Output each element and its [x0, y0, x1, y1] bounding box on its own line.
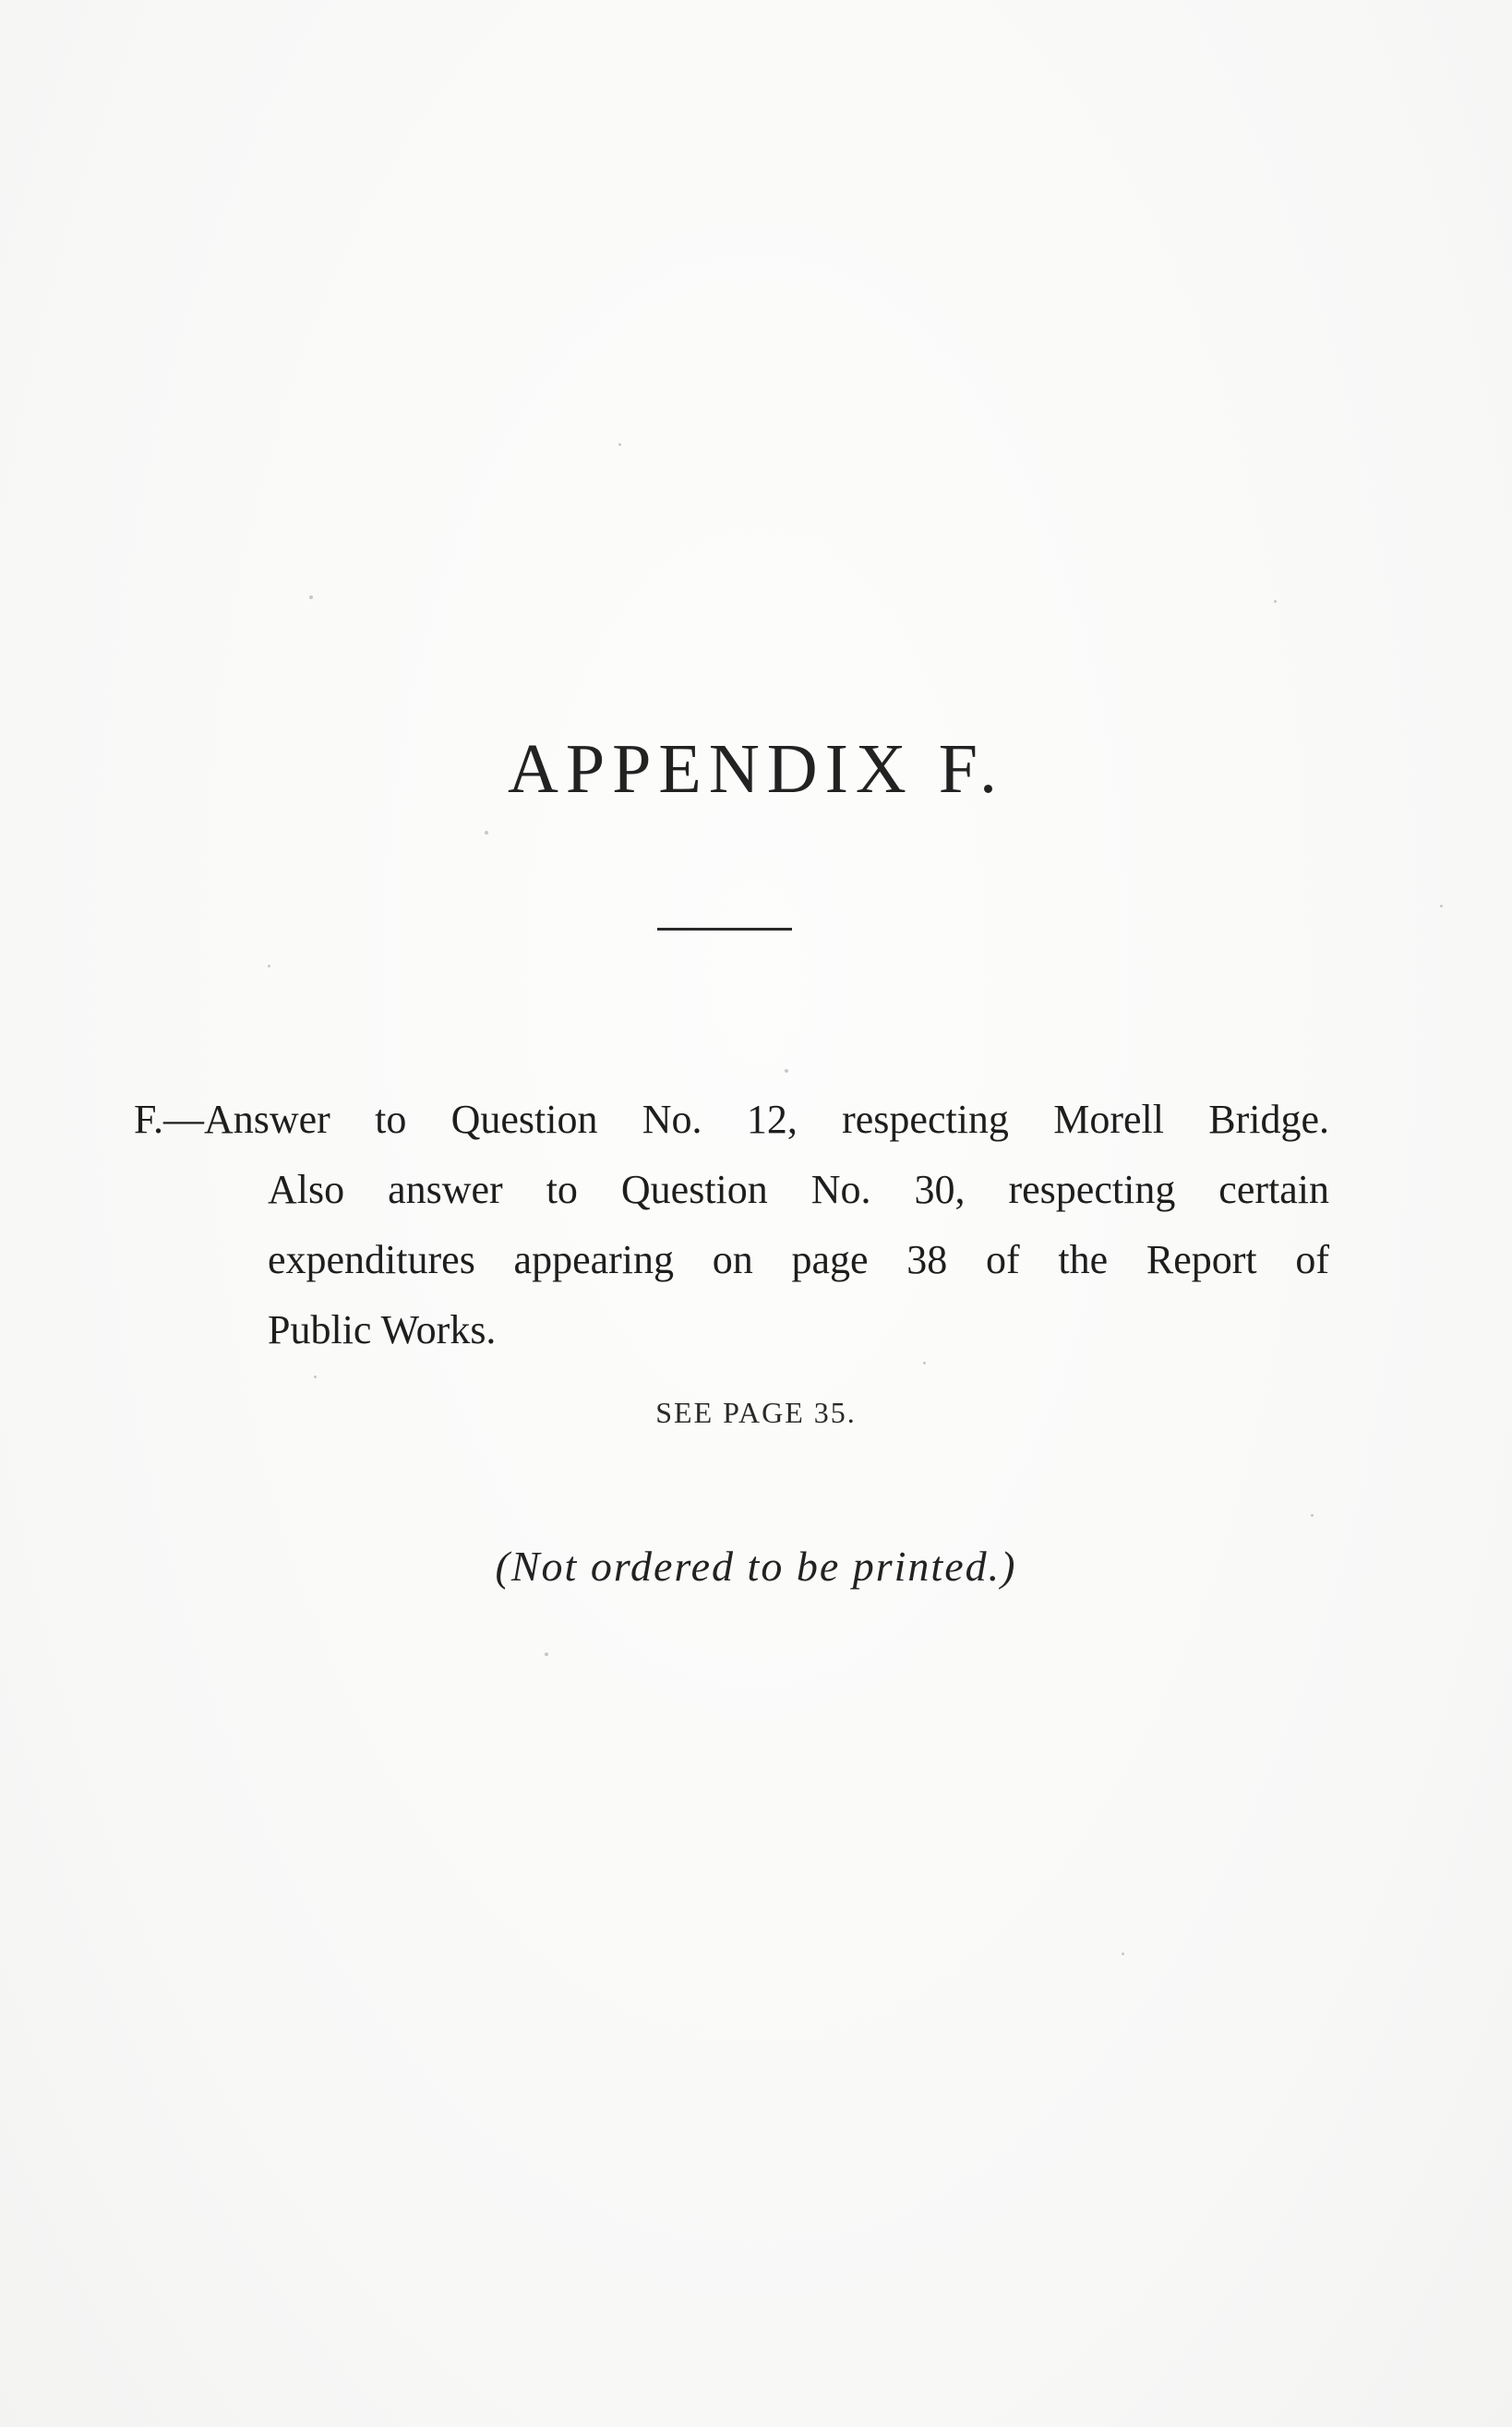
- paper-speck: [1440, 905, 1443, 907]
- paper-speck: [545, 1652, 548, 1656]
- paper-speck: [485, 831, 488, 835]
- entry-line-3: expenditures appearing on page 38 of the Report of: [268, 1237, 1329, 1282]
- paper-speck: [1274, 600, 1277, 603]
- paper-speck: [1122, 1952, 1124, 1955]
- paper-speck: [618, 443, 621, 446]
- paper-speck: [309, 595, 313, 599]
- appendix-title: APPENDIX F.: [508, 730, 1004, 808]
- not-printed-note: (Not ordered to be printed.): [495, 1543, 1017, 1590]
- paper-speck: [1311, 1514, 1314, 1517]
- see-page-reference: SEE PAGE 35.: [655, 1396, 857, 1429]
- paper-speck: [785, 1069, 788, 1073]
- title-divider: [657, 928, 792, 931]
- entry-line-1: F.—Answer to Question No. 12, respecting Morell Bridge.: [134, 1097, 1329, 1142]
- paper-speck: [314, 1376, 317, 1378]
- paper-speck: [923, 1362, 926, 1364]
- entry-line-4: Public Works.: [268, 1307, 497, 1352]
- entry-line-2: Also answer to Question No. 30, respecting certain: [268, 1167, 1329, 1212]
- paper-speck: [268, 965, 270, 967]
- appendix-entry: [134, 1085, 1329, 1365]
